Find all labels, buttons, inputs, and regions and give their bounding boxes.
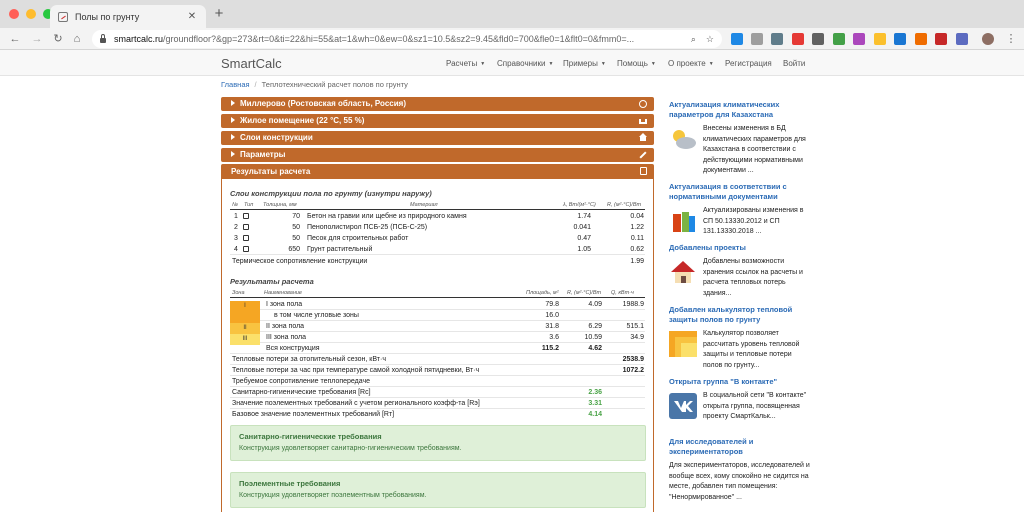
layer-material: Бетон на гравии или щебне из природного камня [307, 213, 467, 220]
caret-right-icon [231, 151, 235, 157]
minimize-window-button[interactable] [26, 9, 36, 19]
col-name: Наименование [264, 290, 302, 296]
nav-help[interactable] [617, 59, 656, 68]
layer-r: 0.62 [630, 246, 644, 253]
tab-title: Полы по грунту [75, 11, 140, 22]
results-total-row [230, 343, 645, 354]
news-body-text: Актуализированы изменения в СП 50.13330.2012 и СП 131.13330.2018 ... [703, 207, 804, 235]
layers-total-label: Термическое сопротивление конструкции [232, 258, 368, 265]
caret-right-icon [231, 117, 235, 123]
news-item [669, 182, 811, 238]
col-type: Тип [244, 202, 254, 208]
globe-icon [639, 100, 647, 108]
zone-q: 515.1 [626, 323, 644, 330]
news-title-link[interactable]: Добавлены проекты [669, 243, 746, 252]
nav-register[interactable] [725, 59, 772, 68]
layers-total-value: 1.99 [630, 258, 644, 265]
news-body-text: Внесены изменения в БД климатических параметров для Казахстана в соответствии с действующими нормативными документами ... [703, 125, 806, 174]
extension-icon[interactable] [792, 33, 804, 45]
nav-label: Помощь [617, 59, 648, 68]
extension-icon[interactable] [894, 33, 906, 45]
col-thickness: Толщина, мм [263, 202, 297, 208]
hour-loss-row [230, 365, 645, 376]
home-icon [639, 133, 647, 137]
site-brand[interactable]: SmartCalc [221, 56, 282, 71]
news-item [669, 243, 811, 299]
zone-area: 79.8 [545, 301, 559, 308]
layers-total-row [230, 256, 645, 267]
total-r: 4.62 [588, 345, 602, 352]
req-label: Значение поэлементных требований с учетом регионального коэфф-та [Rэ] [232, 400, 480, 407]
news-item [669, 437, 811, 503]
layer-num: 4 [234, 246, 238, 253]
layer-num: 2 [234, 224, 238, 231]
sanitary-alert [230, 425, 646, 461]
caret-down-icon: ▼ [548, 60, 554, 67]
favicon-icon [58, 12, 68, 22]
url-path: /groundfloor?&gp=273&rt=0&ti=22&hi=55&at=1&wh=0&ew=0&sz1=10.5&sz2=9.45&fld0=700&fle0=1&flt0=0&fmm0=... [163, 34, 635, 44]
nav-label: Расчеты [446, 59, 478, 68]
news-title-link[interactable]: Добавлен калькулятор тепловой защиты полов по грунту [669, 305, 793, 324]
news-body-text: Для экспериментаторов, исследователей и вообще всех, кому спокойно не сидится на месте, добавлен тип помещения: "Ненормированное" ... [669, 462, 810, 501]
zone-name: I зона пола [266, 301, 303, 308]
browser-toolbar [0, 28, 1024, 50]
news-title-link[interactable]: Актуализация климатических параметров для Казахстана [669, 100, 780, 119]
table-row [230, 409, 645, 420]
browser-tab-bar [0, 0, 1024, 28]
season-loss-value: 2538.9 [622, 356, 644, 363]
zone-badge: I [230, 301, 260, 312]
results-content [221, 179, 654, 512]
house-icon [669, 259, 697, 285]
extension-icon[interactable] [771, 33, 783, 45]
breadcrumb-home-link[interactable]: Главная [221, 80, 250, 89]
layer-r: 1.22 [630, 224, 644, 231]
col-r: R, (м²·°С)/Вт [567, 290, 602, 296]
table-row [230, 222, 645, 233]
layer-checkbox[interactable] [243, 246, 249, 252]
table-row [230, 310, 645, 321]
zone-area: 31.8 [545, 323, 559, 330]
table-row [230, 398, 645, 409]
col-lambda: λ, Вт/(м²·°С) [563, 202, 596, 208]
total-area: 115.2 [541, 345, 559, 352]
total-name: Вся конструкция [266, 345, 320, 352]
table-row [230, 387, 645, 398]
layer-thickness: 50 [292, 224, 300, 231]
news-sidebar [669, 100, 811, 512]
site-header [0, 50, 1024, 76]
zone-area: 16.0 [545, 312, 559, 319]
nav-about[interactable] [668, 59, 714, 68]
layers-table-title: Слои конструкции пола по грунту (изнутри наружу) [230, 189, 432, 198]
extension-icon[interactable] [956, 33, 968, 45]
layer-thickness: 70 [292, 213, 300, 220]
col-r: R, (м²·°С)/Вт [607, 202, 642, 208]
books-icon [669, 208, 697, 234]
panel-params[interactable] [221, 148, 654, 162]
layer-num: 1 [234, 213, 238, 220]
layer-checkbox[interactable] [243, 235, 249, 241]
req-label: Базовое значение поэлементных требований [Rт] [232, 411, 395, 418]
req-value: 4.14 [588, 411, 602, 418]
table-row [230, 211, 645, 222]
extension-icon[interactable] [935, 33, 947, 45]
layers-table-header [230, 201, 645, 210]
calculator-icon [640, 167, 647, 175]
req-label: Санитарно-гигиенические требования [Rс] [232, 389, 371, 396]
caret-right-icon [231, 134, 235, 140]
col-num: № [232, 202, 238, 208]
news-item [669, 305, 811, 371]
panel-location[interactable] [221, 97, 654, 111]
hour-loss-label: Тепловые потери за час при температуре самой холодной пятидневки, Вт·ч [232, 367, 480, 374]
nav-calculations[interactable] [446, 59, 485, 68]
nav-label: Примеры [563, 59, 598, 68]
required-title-row [230, 376, 645, 387]
table-row [230, 244, 645, 255]
forward-arrow-icon[interactable]: → [31, 33, 43, 45]
news-title-link[interactable]: Открыта группа "В контакте" [669, 377, 778, 386]
zone-area: 3.6 [549, 334, 559, 341]
layer-num: 3 [234, 235, 238, 242]
zone-r: 10.59 [584, 334, 602, 341]
news-body-text: Калькулятор позволяет рассчитать уровень тепловой защиты и тепловые потери полов по грунту... [703, 330, 800, 369]
req-value: 2.36 [588, 389, 602, 396]
layer-r: 0.04 [630, 213, 644, 220]
req-value: 3.31 [588, 400, 602, 407]
news-body-text: Добавлены возможности хранения ссылок на расчеты и расчета тепловых потерь здания... [703, 258, 803, 297]
layer-r: 0.11 [630, 235, 644, 242]
zone-name: в том числе угловые зоны [274, 312, 359, 319]
extension-icon[interactable] [751, 33, 763, 45]
zone-r: 6.29 [588, 323, 602, 330]
table-row [230, 332, 645, 343]
caret-right-icon [231, 100, 235, 106]
zone-name: II зона пола [266, 323, 305, 330]
extension-icon[interactable] [833, 33, 845, 45]
caret-down-icon: ▼ [480, 60, 486, 67]
breadcrumb-current: Теплотехнический расчет полов по грунту [261, 80, 408, 89]
bookmark-star-icon[interactable]: ☆ [705, 33, 714, 44]
weather-icon [669, 126, 697, 152]
zone-q: 1988.9 [622, 301, 644, 308]
col-q: Q, кВт·ч [611, 290, 634, 296]
zone-name: III зона пола [266, 334, 307, 341]
extension-icon[interactable] [853, 33, 865, 45]
zone-q: 34.9 [630, 334, 644, 341]
layer-material: Пенополистирол ПСБ-25 (ПСБ-С-25) [307, 224, 428, 231]
panel-location-title: Миллерово (Ростовская область, Россия) [240, 99, 406, 108]
search-icon[interactable]: ⌕ [690, 33, 696, 44]
element-alert [230, 472, 646, 508]
url-text[interactable] [114, 34, 691, 44]
panel-layers[interactable] [221, 131, 654, 145]
layer-lambda: 1.05 [577, 246, 591, 253]
breadcrumb [221, 80, 810, 92]
layer-material: Грунт растительный [307, 246, 373, 253]
nav-login[interactable] [783, 59, 805, 68]
back-arrow-icon[interactable]: ← [9, 33, 21, 45]
profile-avatar[interactable] [982, 33, 994, 45]
alert-title: Поэлементные требования [239, 479, 341, 488]
nav-label: Справочники [497, 59, 546, 68]
browser-tab[interactable] [50, 5, 206, 28]
close-window-button[interactable] [9, 9, 19, 19]
results-table-header [230, 289, 645, 298]
extension-icon[interactable] [812, 33, 824, 45]
season-loss-row [230, 354, 645, 365]
floor-zones-icon [669, 331, 697, 357]
layer-material: Песок для строительных работ [307, 235, 409, 242]
nav-label: Регистрация [725, 59, 772, 68]
zone-badge: II [230, 323, 260, 334]
panel-results[interactable] [221, 164, 654, 179]
caret-down-icon: ▼ [708, 60, 714, 67]
zone-badge: III [230, 334, 260, 345]
omnibox-actions [691, 34, 714, 45]
menu-dots-icon[interactable]: ⋮ [1005, 33, 1017, 45]
nav-examples[interactable] [563, 59, 606, 68]
caret-down-icon: ▼ [650, 60, 656, 67]
zone-r: 4.09 [588, 301, 602, 308]
window-controls [9, 9, 53, 19]
layer-thickness: 650 [288, 246, 300, 253]
reload-icon[interactable]: ↻ [53, 33, 63, 45]
news-body-text: В социальной сети "В контакте" открыта группа, посвященная проекту СмартКальк... [703, 392, 807, 420]
table-row [230, 233, 645, 244]
nav-label: О проекте [668, 59, 706, 68]
season-loss-label: Тепловые потери за отопительный сезон, кВт·ч [232, 356, 386, 363]
vk-icon [669, 393, 697, 419]
panel-params-title: Параметры [240, 150, 286, 159]
news-item [669, 100, 811, 177]
layer-lambda: 0.041 [573, 224, 591, 231]
layer-thickness: 50 [292, 235, 300, 242]
news-title-link[interactable]: Актуализация в соответствии с нормативными документами [669, 182, 787, 201]
alert-body: Конструкция удовлетворяет поэлементным требованиям. [239, 492, 427, 499]
lock-icon [100, 38, 106, 43]
layer-lambda: 0.47 [577, 235, 591, 242]
alert-body: Конструкция удовлетворяет санитарно-гигиеническим требованиям. [239, 445, 462, 452]
panel-room-title: Жилое помещение (22 °C, 55 %) [240, 116, 365, 125]
tab-close-icon[interactable]: ✕ [187, 11, 197, 22]
col-area: Площадь, м² [526, 290, 559, 296]
required-title: Требуемое сопротивление теплопередаче [232, 378, 371, 385]
panel-room[interactable] [221, 114, 654, 128]
table-row [230, 299, 645, 310]
layer-checkbox[interactable] [243, 213, 249, 219]
breadcrumb-separator: / [254, 80, 257, 89]
news-item [669, 377, 811, 423]
col-material: Материал [410, 202, 438, 208]
address-bar[interactable] [92, 30, 722, 48]
panel-layers-title: Слои конструкции [240, 133, 313, 142]
table-row [230, 321, 645, 332]
extension-icon[interactable] [731, 33, 743, 45]
results-table-title: Результаты расчета [230, 277, 314, 286]
nav-label: Войти [783, 59, 806, 68]
panel-results-title: Результаты расчета [231, 167, 311, 176]
hour-loss-value: 1072.2 [622, 367, 644, 374]
col-zone: Зона [232, 290, 245, 296]
home-icon[interactable]: ⌂ [73, 33, 81, 45]
extension-icon[interactable] [915, 33, 927, 45]
layer-checkbox[interactable] [243, 224, 249, 230]
extension-icon[interactable] [874, 33, 886, 45]
url-host: smartcalc.ru [114, 34, 164, 44]
bed-icon [639, 119, 647, 124]
nav-references[interactable] [497, 59, 553, 68]
layer-lambda: 1.74 [577, 213, 591, 220]
wrench-icon [639, 151, 646, 158]
news-title-link[interactable]: Для исследователей и экспериментаторов [669, 437, 754, 456]
alert-title: Санитарно-гигиенические требования [239, 432, 382, 441]
new-tab-button[interactable]: + [214, 5, 224, 22]
caret-down-icon: ▼ [600, 60, 606, 67]
